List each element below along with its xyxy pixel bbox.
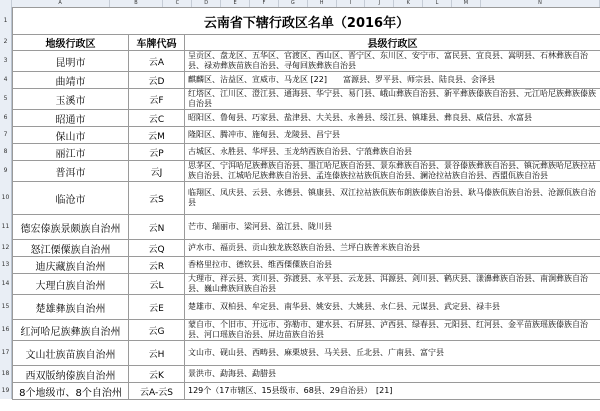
table-row <box>13 320 600 341</box>
table-row <box>13 274 600 295</box>
column-header[interactable]: M <box>452 0 481 7</box>
table-row <box>13 257 600 274</box>
row-header[interactable]: 12 <box>0 239 12 256</box>
prefecture-name[interactable]: 昆明市 <box>13 51 129 72</box>
column-header[interactable]: A <box>12 0 110 7</box>
county-list[interactable]: 麒麟区、沾益区、宣威市、马龙区 [22] 富源县、罗平县、师宗县、陆良县、会泽县 <box>185 72 600 89</box>
county-list[interactable]: 景洪市、勐海县、勐腊县 <box>185 366 600 383</box>
sheet-title[interactable]: 云南省下辖行政区名单（2016年） <box>13 8 600 35</box>
table-row <box>13 89 600 110</box>
row-header[interactable]: 11 <box>0 214 12 239</box>
county-list[interactable]: 临翔区、凤庆县、云县、永德县、镇康县、双江拉祜族佤族布朗族傣族自治县、耿马傣族佤族自治县、沧源佤族自治县 <box>185 182 600 215</box>
column-header[interactable]: L <box>423 0 452 7</box>
row-header[interactable]: 6 <box>0 109 12 126</box>
row-header[interactable]: 2 <box>0 34 12 50</box>
plate-code[interactable]: 云K <box>129 366 185 383</box>
column-header[interactable]: H <box>308 0 337 7</box>
header-row <box>13 35 600 51</box>
county-list[interactable]: 楚雄市、双柏县、牟定县、南华县、姚安县、大姚县、永仁县、元谋县、武定县、禄丰县 <box>185 295 600 320</box>
prefecture-name[interactable]: 大理白族自治州 <box>13 274 129 295</box>
plate-code[interactable]: 云Q <box>129 240 185 257</box>
prefecture-name[interactable]: 文山壮族苗族自治州 <box>13 341 129 366</box>
plate-code[interactable]: 云M <box>129 127 185 144</box>
column-header[interactable]: F <box>250 0 279 7</box>
row-header[interactable]: 8 <box>0 143 12 160</box>
prefecture-name[interactable]: 德宏傣族景颇族自治州 <box>13 215 129 240</box>
row-header[interactable]: 10 <box>0 181 12 214</box>
row-header[interactable]: 19 <box>0 382 12 399</box>
prefecture-name[interactable]: 红河哈尼族彝族自治州 <box>13 320 129 341</box>
prefecture-name[interactable]: 西双版纳傣族自治州 <box>13 366 129 383</box>
table-row <box>13 72 600 89</box>
plate-code[interactable]: 云F <box>129 89 185 110</box>
county-list[interactable]: 呈贡区、盘龙区、五华区、官渡区、西山区、晋宁区、东川区、安宁市、富民县、宜良县、嵩明县、石林彝族自治县、禄劝彝族苗族自治县、寻甸回族彝族自治县 <box>185 51 600 72</box>
county-list[interactable]: 香格里拉市、德钦县、维西傈僳族自治县 <box>185 257 600 274</box>
column-header[interactable]: J <box>365 0 394 7</box>
county-list[interactable]: 昭阳区、鲁甸县、巧家县、盐津县、大关县、永善县、绥江县、镇雄县、彝良县、威信县、水富县 <box>185 110 600 127</box>
prefecture-name[interactable]: 保山市 <box>13 127 129 144</box>
row-header[interactable]: 16 <box>0 319 12 340</box>
county-list[interactable]: 红塔区、江川区、澄江县、通海县、华宁县、易门县、峨山彝族自治县、新平彝族傣族自治县、元江哈尼族彝族傣族自治县 <box>185 89 600 110</box>
table-row <box>13 383 600 400</box>
column-header[interactable] <box>0 0 12 7</box>
column-header[interactable]: C <box>163 0 192 7</box>
plate-code[interactable]: 云N <box>129 215 185 240</box>
county-list[interactable]: 蒙自市、个旧市、开远市、弥勒市、建水县、石屏县、泸西县、绿春县、元阳县、红河县、金平苗族瑶族傣族自治县、河口瑶族自治县、屏边苗族自治县 <box>185 320 600 341</box>
prefecture-name[interactable]: 临沧市 <box>13 182 129 215</box>
table-row <box>13 144 600 161</box>
plate-code[interactable]: 云A <box>129 51 185 72</box>
county-list[interactable]: 泸水市、福贡县、贡山独龙族怒族自治县、兰坪白族普米族自治县 <box>185 240 600 257</box>
table-row <box>13 182 600 215</box>
row-header[interactable]: 9 <box>0 160 12 181</box>
row-header[interactable]: 15 <box>0 294 12 319</box>
header-prefecture[interactable]: 地级行政区 <box>13 35 129 51</box>
plate-code[interactable]: 云G <box>129 320 185 341</box>
plate-code[interactable]: 云J <box>129 161 185 182</box>
row-header[interactable]: 7 <box>0 126 12 143</box>
column-header[interactable]: B <box>110 0 164 7</box>
column-header[interactable]: G <box>279 0 308 7</box>
prefecture-name[interactable]: 曲靖市 <box>13 72 129 89</box>
table-row <box>13 127 600 144</box>
column-header[interactable]: I <box>337 0 366 7</box>
county-list[interactable]: 大理市、祥云县、宾川县、弥渡县、永平县、云龙县、洱源县、剑川县、鹤庆县、漾濞彝族自治县、南涧彝族自治县、巍山彝族回族自治县 <box>185 274 600 295</box>
row-header[interactable]: 18 <box>0 365 12 382</box>
title-row <box>13 8 600 35</box>
plate-code[interactable]: 云A-云S <box>129 383 185 400</box>
plate-code[interactable]: 云P <box>129 144 185 161</box>
prefecture-name[interactable]: 迪庆藏族自治州 <box>13 257 129 274</box>
row-header[interactable]: 4 <box>0 71 12 88</box>
data-table <box>12 7 600 400</box>
table-row <box>13 110 600 127</box>
county-list[interactable]: 129个（17市辖区、15县级市、68县、29自治县） [21] <box>185 383 600 400</box>
column-header[interactable]: D <box>192 0 221 7</box>
table-row <box>13 366 600 383</box>
prefecture-name[interactable]: 楚雄彝族自治州 <box>13 295 129 320</box>
column-header[interactable]: K <box>394 0 423 7</box>
table-row <box>13 51 600 72</box>
plate-code[interactable]: 云S <box>129 182 185 215</box>
table-row <box>13 161 600 182</box>
prefecture-name[interactable]: 玉溪市 <box>13 89 129 110</box>
prefecture-name[interactable]: 丽江市 <box>13 144 129 161</box>
county-list[interactable]: 古城区、永胜县、华坪县、玉龙纳西族自治县、宁蒗彝族自治县 <box>185 144 600 161</box>
row-header[interactable]: 13 <box>0 256 12 273</box>
plate-code[interactable]: 云H <box>129 341 185 366</box>
table-row <box>13 341 600 366</box>
table-row <box>13 240 600 257</box>
row-header[interactable]: 14 <box>0 273 12 294</box>
prefecture-name[interactable]: 昭通市 <box>13 110 129 127</box>
county-list[interactable]: 隆阳区、腾冲市、施甸县、龙陵县、昌宁县 <box>185 127 600 144</box>
plate-code[interactable]: 云R <box>129 257 185 274</box>
prefecture-name[interactable]: 8个地级市、8个自治州 <box>13 383 129 400</box>
prefecture-name[interactable]: 普洱市 <box>13 161 129 182</box>
row-header[interactable]: 1 <box>0 7 12 34</box>
row-header[interactable]: 17 <box>0 340 12 365</box>
plate-code[interactable]: 云L <box>129 274 185 295</box>
plate-code[interactable]: 云E <box>129 295 185 320</box>
county-list[interactable]: 文山市、砚山县、西畴县、麻栗坡县、马关县、丘北县、广南县、富宁县 <box>185 341 600 366</box>
plate-code[interactable]: 云D <box>129 72 185 89</box>
prefecture-name[interactable]: 怒江傈僳族自治州 <box>13 240 129 257</box>
header-counties[interactable]: 县级行政区 <box>185 35 600 51</box>
column-header[interactable]: E <box>221 0 250 7</box>
county-list[interactable]: 芒市、瑞丽市、梁河县、盈江县、陇川县 <box>185 215 600 240</box>
plate-code[interactable]: 云C <box>129 110 185 127</box>
header-plate-code[interactable]: 车牌代码 <box>129 35 185 51</box>
county-list[interactable]: 思茅区、宁洱哈尼族彝族自治县、墨江哈尼族自治县、景东彝族自治县、景谷傣族彝族自治县、镇沅彝族哈尼族拉祜族自治县、江城哈尼族彝族自治县、孟连傣族拉祜族佤族自治县、澜沧拉祜族自治县、西盟佤族自治县 <box>185 161 600 182</box>
row-header[interactable]: 3 <box>0 50 12 71</box>
row-header[interactable]: 5 <box>0 88 12 109</box>
table-row <box>13 215 600 240</box>
column-header[interactable]: N <box>481 0 600 7</box>
table-row <box>13 295 600 320</box>
